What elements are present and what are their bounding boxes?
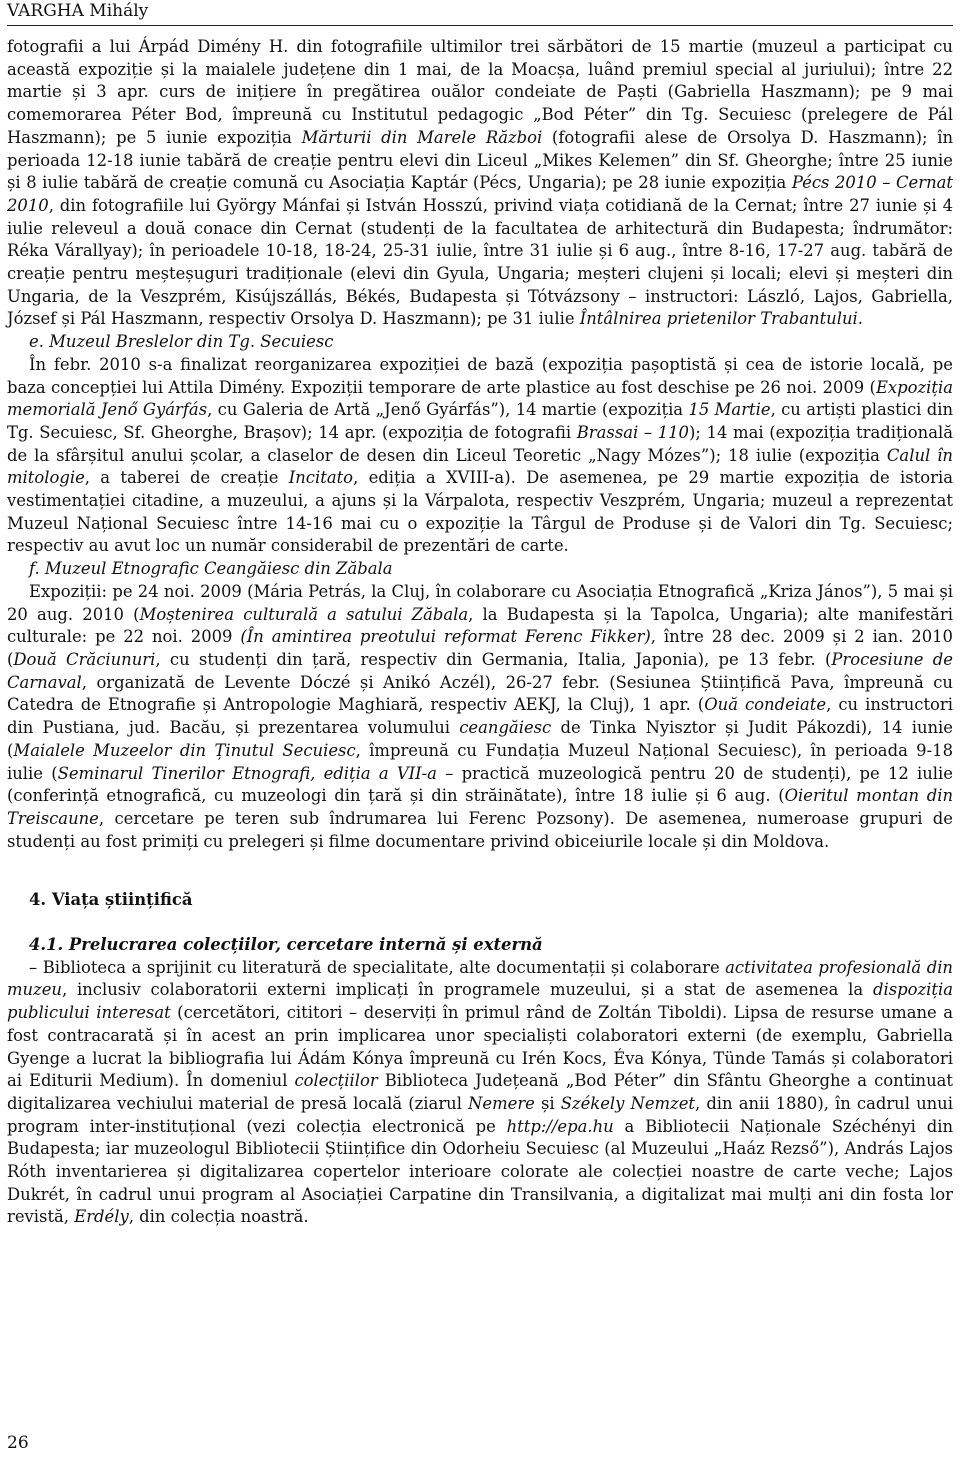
paragraph-library: – Biblioteca a sprijinit cu literatură de specialitate, alte documentații și colaborare activitatea profesională din muzeu, inclusiv colaboratorii externi implicați în programele muzeului, și a stat de asemenea la dispoziția publicului interesat (cercetători, cititori – deserviți în primul rând de Zoltán Tiboldi). Lipsa de resurse umane a fost contracarată și în acest an prin implicarea unor specialiști colaboratori externi (de exemplu, Gabriella Gyenge a lucrat la bibliografia lui Ádám Kónya împreună cu Irén Kocs, Éva Kónya, Tünde Tamás și colaboratori ai Editurii Medium). În domeniul colecțiilor Biblioteca Județeană „Bod Péter” din Sfântu Gheorghe a continuat digitalizarea vechiului material de presă locală (ziarul Nemere și Székely Nemzet, din anii 1880), în cadrul unui program inter-instituțional (vezi colecția electronică pe http://epa.hu a Bibliotecii Naționale Széchényi din Budapesta; iar muzeologul Bibliotecii Științifice din Odorheiu Secuiesc (al Muzeului „Haáz Rezső”), András Lajos Róth inventarierea și digitalizarea copertelor interioare colorate ale colecției noastre de carte veche; Lajos Dukrét, în cadrul unui program al Asociației Carpatine din Transilvania, a digitalizat mai mulți ani din fosta lor revistă, Erdély, din colecția noastră. — [7, 957, 953, 1227]
page-number: 26 — [7, 1433, 29, 1453]
section-heading-f: f. Muzeul Etnografic Ceangăiesc din Zăbala — [29, 559, 393, 579]
spacer — [7, 912, 953, 934]
section-heading-e: e. Muzeul Breslelor din Tg. Secuiesc — [29, 332, 334, 352]
paragraph-museum-events: fotografii a lui Árpád Dimény H. din fotografiile ultimilor trei sărbători de 15 martie (muzeul a participat cu această expoziție și la maialele județene din 1 mai, de la Moacșa, luând premiul special al juriului); între 22 martie și 3 apr. curs de inițiere în pregătirea ouălor condeiate de Paști (Gabriella Haszmann); pe 9 mai comemorarea Péter Bod, împreună cu Institutul pedagogic „Bod Péter” din Tg. Secuiesc (prelegere de Pál Haszmann); pe 5 iunie expoziția Mărturii din Marele Război (fotografii alese de Orsolya D. Haszmann); în perioada 12-18 iunie tabără de creație pentru elevi din Liceul „Mikes Kelemen” din Sf. Gheorghe; între 25 iunie și 8 iulie tabără de creație comună cu Asociația Kaptár (Pécs, Ungaria); pe 28 iunie expoziția Pécs 2010 – Cernat 2010, din fotografiile lui György Mánfai și István Hosszú, privind viața cotidiană de la Cernat; între 27 iunie și 4 iulie releveul a două conace din Cernat (studenți de la facultatea de arhitectură din Budapesta; îndrumător: Réka Várallyay); în perioadele 10-18, 18-24, 25-31 iulie, între 31 iulie și 6 aug., între 8-16, 17-27 aug. tabără de creație pentru meșteșuguri tradiționale (elevi din Gyula, Ungaria; meșteri clujeni și locali; elevi și meșteri din Ungaria, de la Veszprém, Kisújszállás, Békés, Budapesta și Tótvázsony – instructori: László, Lajos, Gabriella, József și Pál Haszmann, respectiv Orsolya D. Haszmann); pe 31 iulie Întâlnirea prietenilor Trabantului. — [7, 37, 953, 329]
spacer — [7, 853, 953, 889]
running-header-author: VARGHA Mihály — [7, 1, 149, 21]
section-heading-4-1: 4.1. Prelucrarea colecțiilor, cercetare internă și externă — [29, 935, 543, 955]
paragraph-guild-museum: În febr. 2010 s-a finalizat reorganizarea expoziției de bază (expoziția pașoptistă și cea de istorie locală, pe baza concepției lui Attila Dimény. Expoziții temporare de arte plastice au fost deschise pe 26 noi. 2009 (Expoziția memorială Jenő Gyárfás, cu Galeria de Artă „Jenő Gyárfás”), 14 martie (expoziția 15 Martie, cu artiști plastici din Tg. Secuiesc, Sf. Gheorghe, Brașov); 14 apr. (expoziția de fotografii Brassai – 110); 14 mai (expoziția tradițională de la sfârșitul anului școlar, a claselor de desen din Liceul Teoretic „Nagy Mózes”); 18 iulie (expoziția Calul în mitologie, a taberei de creație Incitato, ediția a XVIII-a). De asemenea, pe 29 martie expoziția de istoria vestimentației citadine, a muzeului, a ajuns și la Várpalota, respectiv Veszprém, Ungaria; muzeul a reprezentat Muzeul Național Secuiesc între 14-16 mai cu o expoziție la Târgul de Produse și de Valori din Tg. Secuiesc; respectiv au avut loc un număr considerabil de prezentări de carte. — [7, 354, 954, 556]
section-heading-4: 4. Viața științifică — [29, 890, 193, 910]
header-rule — [7, 25, 953, 26]
paragraph-csango-museum: Expoziții: pe 24 noi. 2009 (Mária Petrás, la Cluj, în colaborare cu Asociația Etnografică „Kriza János”), 5 mai și 20 aug. 2010 (Moștenirea culturală a satului Zăbala, la Budapesta și la Tapolca, Ungaria); alte manifestări culturale: pe 22 noi. 2009 (În amintirea preotului reformat Ferenc Fikker), între 28 dec. 2009 și 2 ian. 2010 (Două Crăciunuri, cu studenți din țară, respectiv din Germania, Italia, Japonia), pe 13 febr. (Procesiune de Carnaval, organizată de Levente Dóczé și Anikó Aczél), 26-27 febr. (Sesiunea Științifică Pava, împreună cu Catedra de Etnografie și Antropologie Maghiară, respectiv AEKJ, la Cluj), 1 apr. (Ouă condeiate, cu instructori din Pustiana, jud. Bacău, și prezentarea volumului ceangăiesc de Tinka Nyisztor și Judit Pákozdi), 14 iunie (Maialele Muzeelor din Ținutul Secuiesc, împreună cu Fundația Muzeul Național Secuiesc), în perioada 9-18 iulie (Seminarul Tinerilor Etnografi, ediția a VII-a – practică muzeologică pentru 20 de studenți), pe 12 iulie (conferință etnografică, cu muzeologi din țară și din străinătate), între 18 iulie și 6 aug. (Oieritul montan din Treiscaune, cercetare pe teren sub îndrumarea lui Ferenc Pozsony). De asemenea, numeroase grupuri de studenți au fost primiți cu prelegeri și filme documentare privind obiceiurile locale și din Moldova. — [7, 581, 953, 851]
page-body — [7, 36, 953, 1229]
